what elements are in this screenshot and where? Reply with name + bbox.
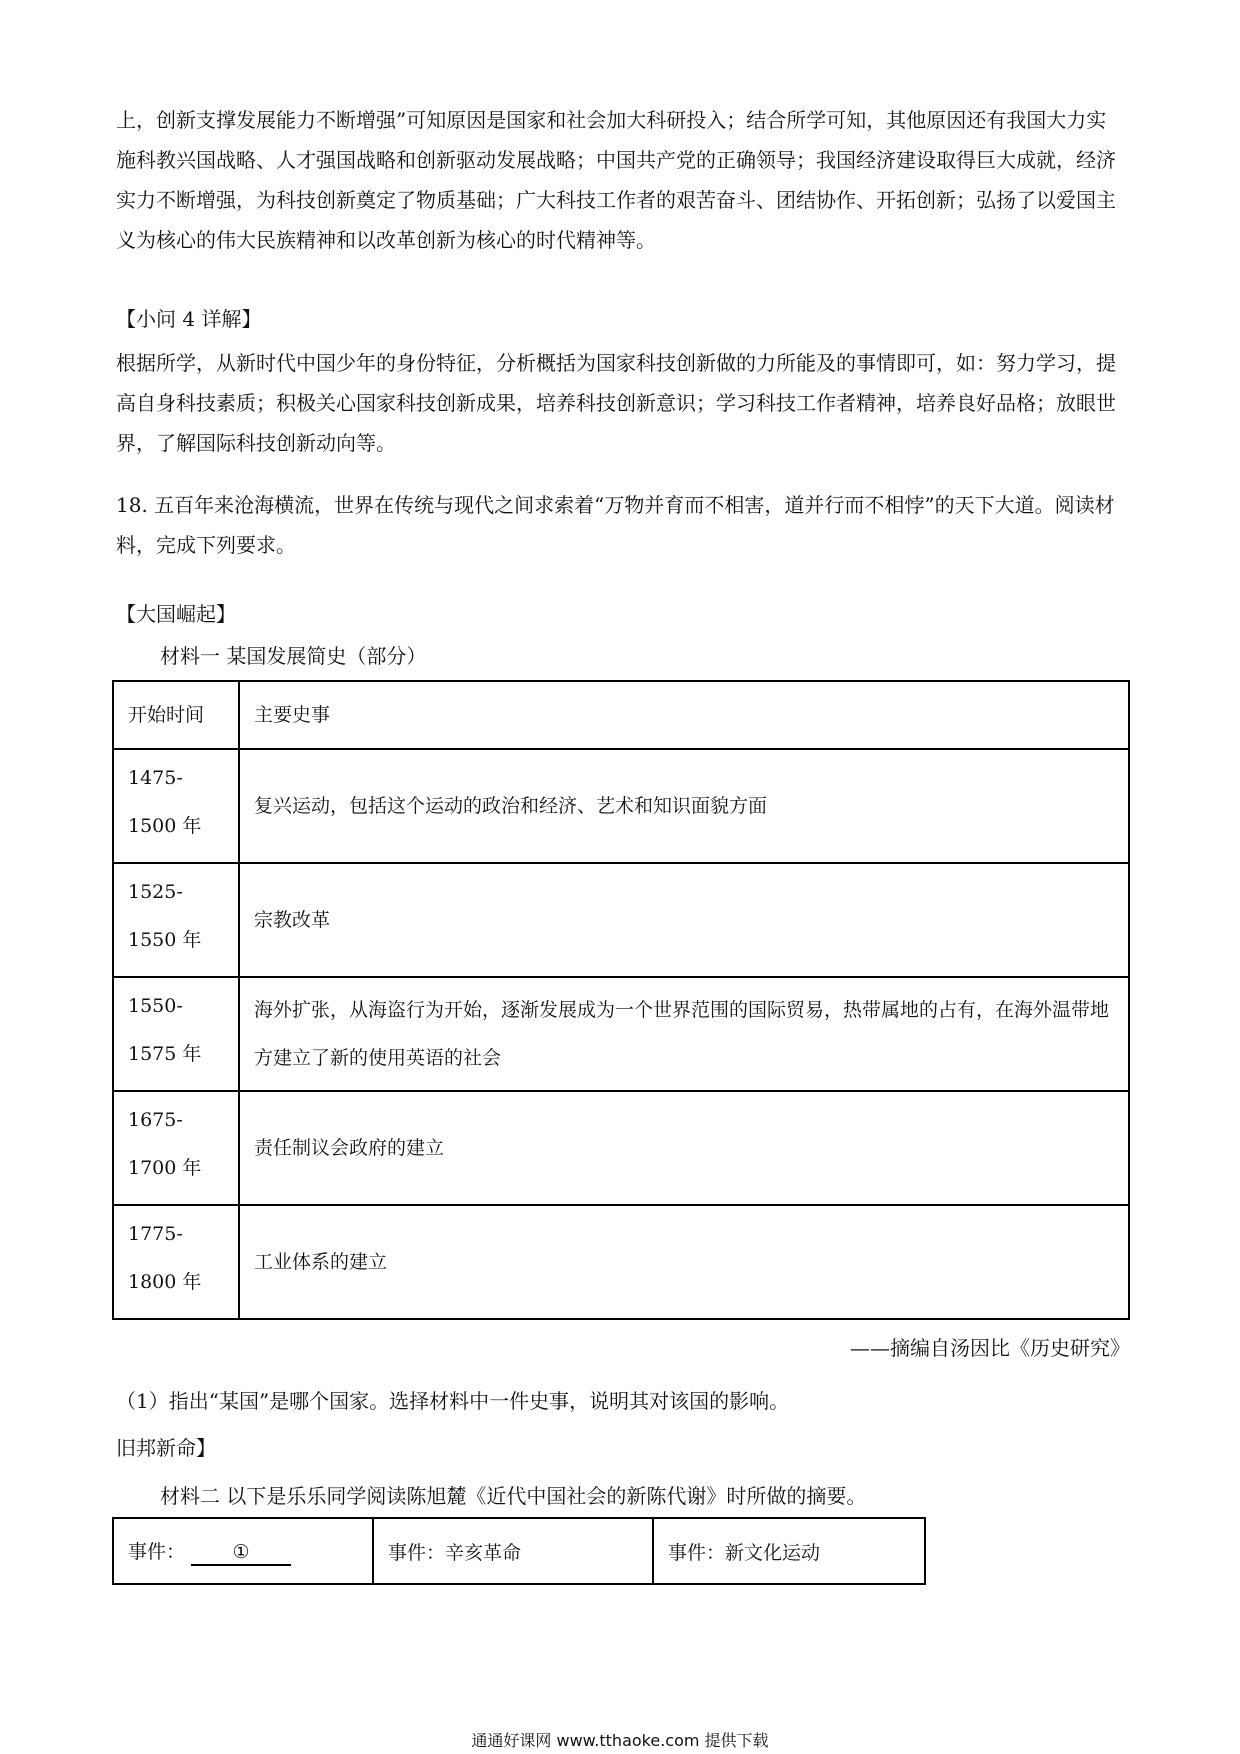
material1-source: ——摘编自汤因比《历史研究》 — [850, 1336, 1130, 1360]
row-time: 1775-1800 年 — [113, 1205, 239, 1319]
events-row — [113, 1518, 925, 1584]
row-event: 复兴运动，包括这个运动的政治和经济、艺术和知识面貌方面 — [239, 749, 1129, 863]
table-row — [113, 1205, 1129, 1319]
event-cell-xinhai: 事件：辛亥革命 — [373, 1518, 653, 1584]
material2-caption: 材料二 以下是乐乐同学阅读陈旭麓《近代中国社会的新陈代谢》时所做的摘要。 — [160, 1484, 867, 1508]
row-time: 1525-1550 年 — [113, 863, 239, 977]
header-start-time: 开始时间 — [113, 681, 239, 749]
table-row — [113, 977, 1129, 1091]
question-18-part1: （1）指出“某国”是哪个国家。选择材料中一件史事，说明其对该国的影响。 — [116, 1389, 790, 1413]
table-row — [113, 749, 1129, 863]
page-footer: 通通好课网 www.tthaoke.com 提供下载 — [471, 1731, 769, 1750]
row-event: 责任制议会政府的建立 — [239, 1091, 1129, 1205]
event-label: 事件： — [128, 1540, 186, 1563]
row-event: 工业体系的建立 — [239, 1205, 1129, 1319]
table-row — [113, 1091, 1129, 1205]
row-time: 1550-1575 年 — [113, 977, 239, 1091]
event-cell-blank — [113, 1518, 373, 1584]
section-title-old-state: 旧邦新命】 — [116, 1436, 216, 1460]
row-time: 1675-1700 年 — [113, 1091, 239, 1205]
header-main-events: 主要史事 — [239, 681, 1129, 749]
q4-heading: 【小问 4 详解】 — [116, 307, 262, 331]
events-table — [112, 1517, 926, 1585]
row-event: 海外扩张，从海盗行为开始，逐渐发展成为一个世界范围的国际贸易，热带属地的占有，在海外温带地方建立了新的使用英语的社会 — [239, 977, 1129, 1091]
question-18-intro: 18. 五百年来沧海横流，世界在传统与现代之间求索着“万物并育而不相害，道并行而不相悖”的天下大道。阅读材料，完成下列要求。 — [116, 493, 1115, 557]
row-event: 宗教改革 — [239, 863, 1129, 977]
section-title-rise: 【大国崛起】 — [116, 602, 236, 626]
q4-answer-paragraph: 根据所学，从新时代中国少年的身份特征，分析概括为国家科技创新做的力所能及的事情即可，如：努力学习，提高自身科技素质；积极关心国家科技创新成果，培养科技创新意识；学习科技工作者精神，培养良好品格；放眼世界，了解国际科技创新动向等。 — [116, 351, 1116, 455]
event-cell-new-culture: 事件：新文化运动 — [653, 1518, 925, 1584]
material1-caption: 材料一 某国发展简史（部分） — [160, 644, 427, 668]
answer-blank: ① — [191, 1540, 291, 1566]
table-row — [113, 863, 1129, 977]
row-time: 1475-1500 年 — [113, 749, 239, 863]
history-table — [112, 680, 1130, 1320]
table-header-row — [113, 681, 1129, 749]
continuation-paragraph: 上，创新支撑发展能力不断增强”可知原因是国家和社会加大科研投入；结合所学可知，其他原因还有我国大力实施科教兴国战略、人才强国战略和创新驱动发展战略；中国共产党的正确领导；我国经济建设取得巨大成就，经济实力不断增强，为科技创新奠定了物质基础；广大科技工作者的艰苦奋斗、团结协作、开拓创新；弘扬了以爱国主义为核心的伟大民族精神和以改革创新为核心的时代精神等。 — [116, 108, 1116, 252]
